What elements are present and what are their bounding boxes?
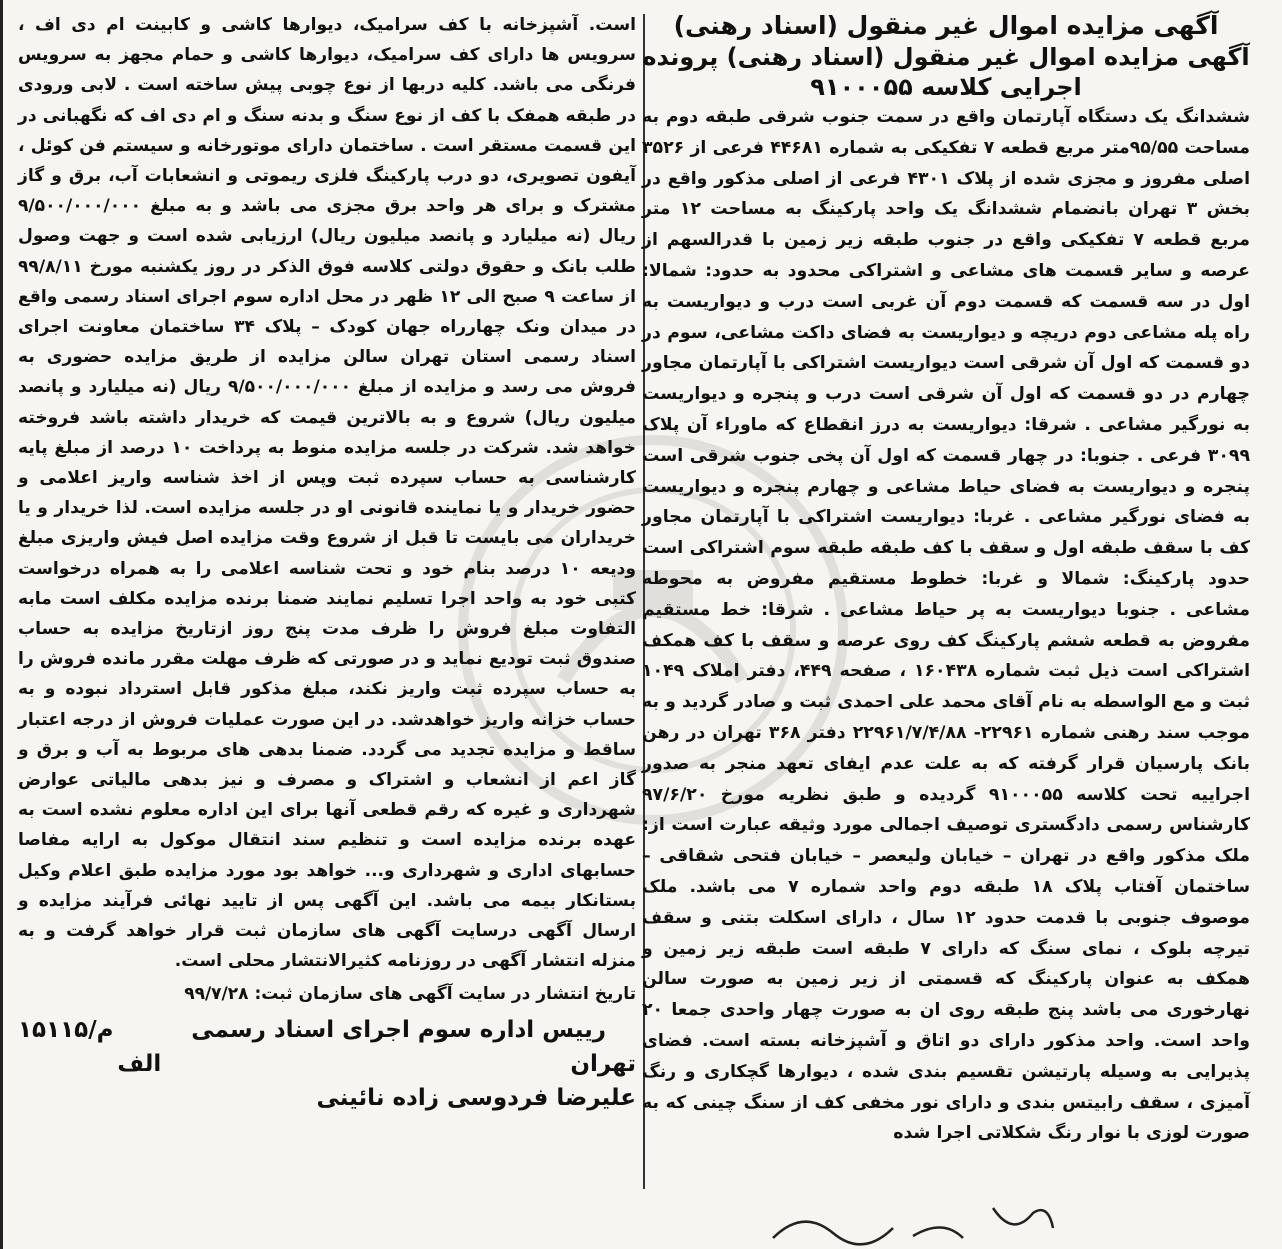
left-column [18,10,636,1115]
notice-body-right: ششدانگ یک دستگاه آپارتمان واقع در سمت جنوب شرقی طبقه دوم به مساحت ۹۵/۵۵متر مربع قطعه ۷ تفکیکی به شماره ۴۴۶۸۱ فرعی از ۳۵۲۶ اصلی مفروز و مجزی شده از پلاک ۴۳۰۱ فرعی از اصلی مذکور واقع در بخش ۳ تهران بانضمام ششدانگ یک واحد پارکینگ به مساحت ۱۲ متر مربع قطعه ۷ تفکیکی واقع در جنوب طبقه زیر زمین با قدرالسهم از عرصه و سایر قسمت های مشاعی و اشتراکی محدود به حدود: شمالا: اول در سه قسمت که قسمت دوم آن غربی است درب و دیواریست به راه پله مشاعی دوم دریچه و دیواریست به فضای داکت مشاعی، سوم در دو قسمت که اول آن شرقی است دیواریست اشتراکی با آپارتمان مجاور چهارم در دو قسمت که اول آن شرقی است درب و پنجره و دیواریست به نورگیر مشاعی . شرقا: دیواریست به درز انقطاع که ماوراء آن پلاک ۳۰۹۹ فرعی . جنوبا: در چهار قسمت که اول آن پخی جنوب شرقی است پنجره و دیواریست به فضای حیاط مشاعی و چهارم پنجره و دیواریست به فضای نورگیر مشاعی . غربا: دیواریست اشتراکی با آپارتمان مجاور کف با سقف طبقه اول و سقف با کف طبقه طبقه سوم اشتراکی است حدود پارکینگ: شمالا و غربا: خطوط مستقیم مفروض به محوطه مشاعی . جنوبا دیواریست به پر حیاط مشاعی . شرقا: خط مستقیم مفروض به قطعه ششم پارکینگ کف روی عرصه و سقف با کف همکف اشتراکی است ذیل ثبت شماره ۱۶۰۴۳۸ ، صفحه ۴۴۹، دفتر املاک ۱۰۴۹ ثبت و مع الواسطه به نام آقای محمد علی احمدی ثبت و صادر گردید و به موجب سند رهنی شماره ۲۲۹۶۱- ۲۲۹۶۱/۷/۴/۸۸ دفتر ۳۶۸ تهران در رهن بانک پارسیان قرار گرفته که به علت عدم ایفای تعهد منجر به صدور اجراییه تحت کلاسه ۹۱۰۰۰۵۵ گردیده و طبق نظریه مورخ ۹۷/۶/۲۰ کارشناس رسمی دادگستری توصیف اجمالی مورد وثیقه عبارت است از: ملک مذکور واقع در تهران – خیابان ولیعصر – خیابان فتحی شقاقی – ساختمان آفتاب پلاک ۱۸ طبقه دوم واحد شماره ۷ می باشد. ملک موصوف جنوبی با قدمت حدود ۱۲ سال ، دارای اسکلت بتنی و سقف تیرچه بلوک ، نمای سنگ که دارای ۷ طبقه است طبقه زیر زمین و همکف به عنوان پارکینگ که قسمتی از زیر زمین به صورت سالن نهارخوری می باشد پنج طبقه روی ان به صورت چهار واحدی جمعا ۲۰ واحد است. واحد مذکور دارای دو اتاق و آشپزخانه بسته است. فضای پذیرایی به وسیله پارتیشن تقسیم بندی شده ، دیوارها گچکاری و رنگ آمیزی ، سقف رابیتس بندی و دارای نور مخفی کف از سنگ چینی که به صورت لوزی با نوار رنگ شکلاتی اجرا شده [642,107,1251,1144]
right-column [642,10,1250,1149]
notice-title: آگهی مزایده اموال غیر منقول (اسناد رهنی) [673,11,1219,40]
handwritten-mark [763,1198,1063,1248]
notice-code: ۱۵۱۱۵/م الف [18,1016,162,1077]
signatory-office: رییس اداره سوم اجرای اسناد رسمی تهران [191,1016,636,1077]
publication-date: تاریخ انتشار در سایت آگهی های سازمان ثبت: ۹۹/۷/۲۸ [184,983,636,1004]
signature-row [18,1013,636,1115]
signature-block [161,1013,636,1115]
signatory-name: علیرضا فردوسی زاده نائینی [316,1084,636,1111]
notice-subtitle: آگهی مزایده اموال غیر منقول (اسناد رهنی) پرونده اجرایی کلاسه ۹۱۰۰۰۵۵ [642,43,1250,101]
notice-body-left: است. آشپزخانه با کف سرامیک، دیوارها کاشی و کابینت ام دی اف ، سرویس ها دارای کف سرامیک، دیوارها کاشی و حمام مجهز به سرویس فرنگی می باشد. کلیه دربها از نوع چوبی پیش ساخته است . لابی ورودی در طبقه همفک با کف از نوع سنگ و بدنه سنگ و ام دی اف که نگهبانی در این قسمت مستقر است . ساختمان دارای موتورخانه و سیستم فن کوئل ، آیفون تصویری، دو درب پارکینگ فلزی ریموتی و انشعابات آب، برق و گاز مشترک و برای هر واحد برق مجزی می باشد و به مبلغ ۹/۵۰۰/۰۰۰/۰۰۰ ریال (نه میلیارد و پانصد میلیون ریال) ارزیابی شده است و جهت وصول طلب بانک و حقوق دولتی کلاسه فوق الذکر در روز یکشنبه مورخ ۹۹/۸/۱۱ از ساعت ۹ صبح الی ۱۲ ظهر در محل اداره سوم اجرای اسناد رسمی واقع در میدان ونک چهارراه جهان کودک – پلاک ۳۴ ساختمان معاونت اجرای اسناد رسمی استان تهران سالن مزایده از طریق مزایده حضوری به فروش می رسد و مزایده از مبلغ ۹/۵۰۰/۰۰۰/۰۰۰ ریال (نه میلیارد و پانصد میلیون ریال) شروع و به بالاترین قیمت که خریدار داشته باشد فروخته خواهد شد. شرکت در جلسه مزایده منوط به پرداخت ۱۰ درصد از مبلغ پایه کارشناسی به حساب سپرده ثبت وپس از اخذ شناسه واریز اعلامی و حضور خریدار و یا نماینده قانونی او در جلسه مزایده است. لذا خریدار و یا خریداران می بایست تا قبل از شروع وقت مزایده اصل فیش واریزی مبلغ ودیعه ۱۰ درصد بنام خود و تحت شناسه اعلامی را به همراه درخواست کتبی خود به واحد اجرا تسلیم نمایند ضمنا برنده مزایده مکلف است مابه التفاوت مبلغ فروش را ظرف مدت پنج روز ازتاریخ مزایده به حساب صندوق ثبت تودیع نماید و در صورتی که ظرف مهلت مقرر مانده فروش را به حساب سپرده ثبت واریز نکند، مبلغ مذکور قابل استرداد نبوده و به حساب خزانه واریز خواهدشد. در این صورت عملیات فروش از درجه اعتبار ساقط و مزایده تجدید می گردد. ضمنا بدهی های مربوط به آب و برق و گاز اعم از انشعاب و اشتراک و مصرف و نیز بدهی مالیاتی عوارض شهرداری و غیره که رقم قطعی آنها برای این اداره معلوم نشده است به عهده برنده مزایده است و تنظیم سند انتقال موکول به ارایه مفاصا حسابهای اداری و شهرداری و... خواهد بود مورد مزایده طبق اعلام وکیل بستانکار بیمه می باشد. این آگهی پس از تایید نهائی فرآیند مزایده و ارسال آگهی درسایت آگهی های سازمان ثبت قرار خواهد گرفت و به منزله انتشار آگهی در روزنامه کثیرالانتشار محلی است. [18,15,637,972]
